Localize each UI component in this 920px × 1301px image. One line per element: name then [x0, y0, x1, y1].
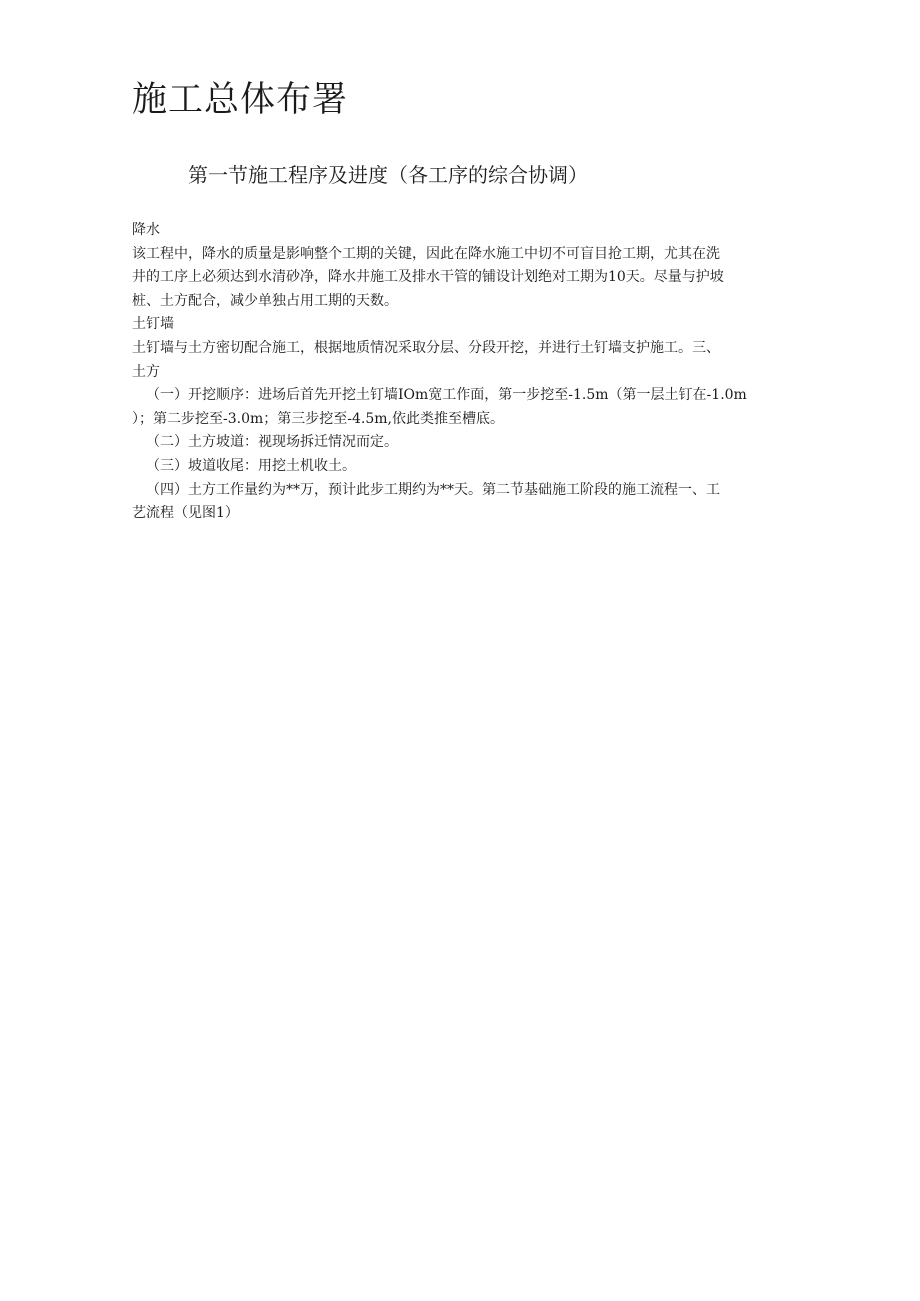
earthwork-volume-item — [132, 479, 800, 526]
paragraph-line: ）；第二步挖至-3.0m；第三步挖至-4.5m,依此类推至槽底。 — [132, 410, 504, 427]
paragraph-line: 土钉墙与土方密切配合施工，根据地质情况采取分层、分段开挖，并进行土钉墙支护施工。三、 — [132, 339, 720, 356]
excavation-order-item — [132, 384, 800, 431]
paragraph-line: 井的工序上必须达到水清砂净，降水井施工及排水干管的铺设计划绝对工期为10天。尽量与护坡 — [132, 269, 724, 286]
paragraph-line: （一）开挖顺序：进场后首先开挖土钉墙IOm宽工作面，第一步挖至-1.5m（第一层土钉在-1.0m — [146, 387, 747, 404]
paragraph-line: （四）土方工作量约为**万，预计此步工期约为**天。第二节基础施工阶段的施工流程一、工 — [146, 481, 720, 498]
dewatering-heading: 降水 — [132, 222, 160, 238]
document-title: 施工总体布署 — [132, 80, 349, 120]
paragraph-line: 该工程中，降水的质量是影响整个工期的关键，因此在降水施工中切不可盲目抢工期，尤其在洗 — [132, 245, 720, 262]
document-body — [132, 219, 800, 526]
paragraph-line: 艺流程（见图1） — [132, 505, 239, 522]
section-title: 第一节施工程序及进度（各工序的综合协调） — [188, 163, 588, 187]
paragraph-line: 桩、土方配合，减少单独占用工期的天数。 — [132, 292, 398, 309]
soil-nail-wall-heading: 土钉墙 — [132, 316, 174, 333]
earthwork-ramp-item: （二）土方坡道：视现场拆迁情况而定。 — [146, 434, 398, 451]
paragraph-line: 土方 — [132, 363, 160, 380]
ramp-closing-item: （三）坡道收尾：用挖土机收土。 — [146, 457, 356, 474]
soil-nail-wall-paragraph — [132, 337, 800, 384]
dewatering-paragraph — [132, 243, 800, 314]
